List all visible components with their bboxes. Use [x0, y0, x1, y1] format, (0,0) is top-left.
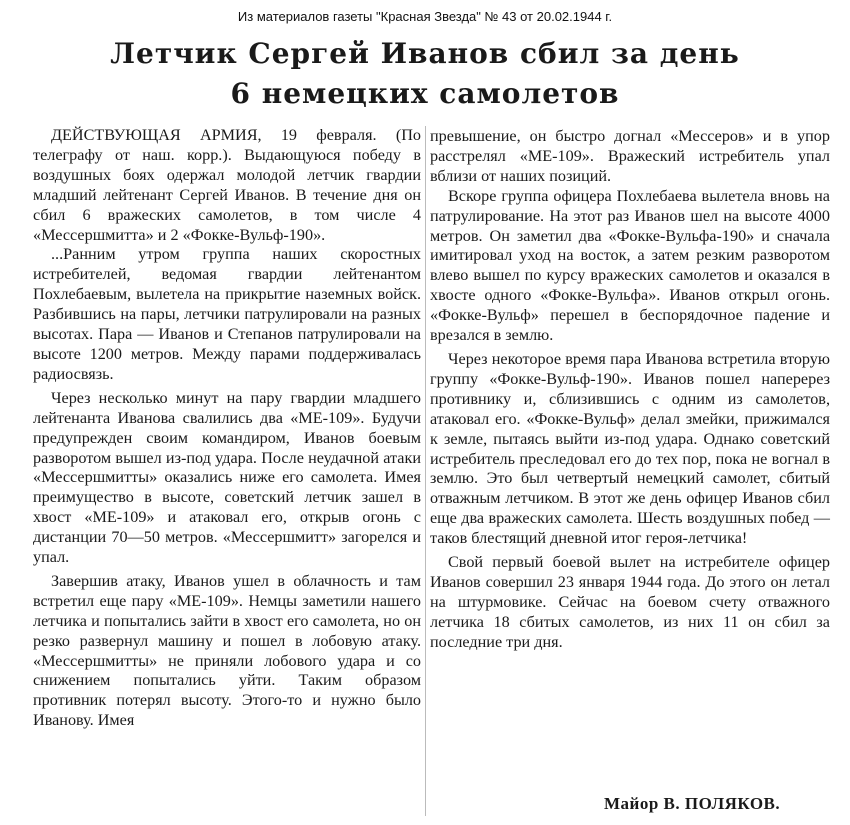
paragraph: Завершив атаку, Иванов ушел в облачность и там встретил еще пару «МЕ-109». Немцы заметили нашего летчика и попытались зайти в хвост его самолета, но он резко развернул машину и пошел в лобовую атаку. «Мессершмитты» не приняли лобового удара и со снижением попытались уйти. Таким образом противник потерял высоту. Этого-то и нужно было Иванову. Имея	[33, 571, 421, 730]
author-signature: Майор В. ПОЛЯКОВ.	[604, 794, 781, 813]
article-column-right	[430, 127, 830, 653]
paragraph: превышение, он быстро догнал «Мессеров» и в упор расстрелял «МЕ-109». Вражеский истребитель упал вблизи от наших позиций.	[430, 127, 830, 185]
paragraph: Через некоторое время пара Иванова встретила вторую группу «Фокке-Вульф-190». Иванов пошел наперерез противнику и, сблизившись с одним из самолетов, атаковал его. «Фокке-Вульф» делал змейки, прижимался к земле, пытаясь выйти из-под удара. Однако советский истребитель преследовал его до тех пор, пока не вогнал в землю. Это был четвертый немецкий самолет, сбитый отважным летчиком. В этот же день офицер Иванов сбил еще два вражеских самолета. Шесть воздушных побед — таков блестящий дневной итог героя-летчика!	[430, 349, 830, 548]
article-column-left	[33, 126, 421, 731]
paragraph: ДЕЙСТВУЮЩАЯ АРМИЯ, 19 февраля. (По телеграфу от наш. корр.). Выдающуюся победу в воздушных боях одержал молодой летчик гвардии младший лейтенант Сергей Иванов. В течение дня он сбил 6 вражеских самолетов, в том числе 4 «Мессершмитта» и 2 «Фокке-Вульф-190».	[33, 126, 421, 244]
paragraph: Свой первый боевой вылет на истребителе офицер Иванов совершил 23 января 1944 года. До этого он летал на штурмовике. Сейчас на боевом счету отважного летчика 18 сбитых самолетов, из них 11 он сбил за последние три дня.	[430, 553, 830, 651]
headline-line-1: Летчик Сергей Иванов сбил за день	[110, 37, 740, 70]
paragraph: ...Ранним утром группа наших скоростных истребителей, ведомая гвардии лейтенантом Похлебаевым, вылетела на прикрытие наземных войск. Разбившись на пары, летчики патрулировали на разных высотах. Пара — Иванов и Степанов патрулировали на высоте 1200 метров. Между парами поддерживалась радиосвязь.	[33, 245, 421, 383]
source-line: Из материалов газеты "Красная Звезда" № 43 от 20.02.1944 г.	[237, 9, 613, 24]
column-divider	[425, 126, 426, 816]
headline-line-2: 6 немецких самолетов	[230, 77, 620, 110]
article-headline	[0, 34, 850, 114]
paragraph: Вскоре группа офицера Похлебаева вылетела вновь на патрулирование. На этот раз Иванов шел на высоте 4000 метров. Он заметил два «Фокке-Вульфа-190» и сначала имитировал уход на восток, а затем резким разворотом влево вышел по курсу вражеских самолетов и оказался в хвосте одного «Фокке-Вульфа». Иванов открыл огонь. «Фокке-Вульф» перешел в беспорядочное падение и врезался в землю.	[430, 186, 830, 345]
paragraph: Через несколько минут на пару гвардии младшего лейтенанта Иванова свалились два «МЕ-109». Будучи предупрежден своим командиром, Иванов боевым разворотом вышел из-под удара. После неудачной атаки «Мессершмитты» оказались ниже его самолета. Имея преимущество в высоте, советский летчик зашел в хвост «МЕ-109» и атаковал его, открыв огонь с дистанции 70—50 метров. «Мессершмитт» загорелся и упал.	[33, 388, 421, 567]
